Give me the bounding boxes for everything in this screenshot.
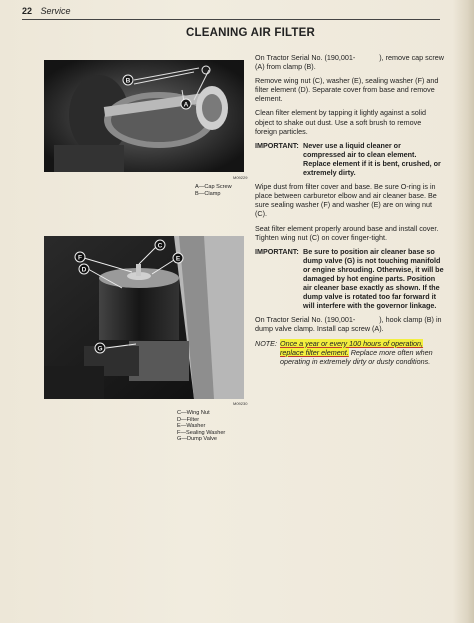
page-header [22, 6, 71, 16]
callout-g: G [97, 345, 103, 353]
instructions-column [255, 53, 445, 366]
paragraph-hook-clamp: On Tractor Serial No. (190,001- ), hook clamp (B) in dump valve clamp. Install cap screw (A). [255, 315, 442, 334]
important-note-dump-valve [255, 247, 445, 311]
photo1-legend [195, 184, 232, 197]
important-label: IMPORTANT: [255, 246, 299, 256]
important-note-cleaning [255, 141, 445, 177]
callout-c: C [157, 242, 163, 250]
page-number: 22 [22, 6, 33, 16]
callout-b: B [125, 77, 131, 85]
note-body [280, 339, 445, 366]
legend-filter: D—Filter [177, 416, 200, 423]
paragraph-seat-element: Seat filter element properly around base and install cover. Tighten wing nut (C) on cover finger-tight. [255, 223, 439, 242]
note-highlighted-text: Once a year or every 100 hours of operation, replace filter element. [280, 338, 424, 357]
photo2-legend [177, 410, 225, 443]
air-filter-clamp-photo [44, 60, 244, 172]
legend-sealing-washer: F—Sealing Washer [177, 429, 226, 436]
page-title: CLEANING AIR FILTER [186, 27, 316, 39]
legend-wing-nut: C—Wing Nut [177, 410, 210, 416]
photo1-code: M09229 [233, 175, 248, 180]
callout-a: A [183, 101, 189, 109]
page-binding-edge [452, 0, 474, 623]
legend-clamp: B—Clamp [195, 190, 221, 197]
callout-e: E [175, 255, 181, 263]
important-text: Be sure to position air cleaner base so dump valve (G) is not touching manifold or engine shrouding. Otherwise, it will be damaged by hot engine parts. Position air cleaner base exactly as shown. If the dump valve is rotated too far forward it will interfere with the governor linkage. [303, 246, 444, 311]
maintenance-note [255, 339, 445, 366]
important-text: Never use a liquid cleaner or compressed air to clean element. Replace element if it is bent, crushed, or extremely dirty. [303, 140, 441, 178]
callout-d: D [81, 266, 87, 274]
legend-dump-valve: G—Dump Valve [177, 436, 217, 443]
legend-cap-screw: A—Cap Screw [195, 184, 232, 190]
paragraph-wipe-dust: Wipe dust from filter cover and base. Be sure O-ring is in place between carburetor elbow and air cleaner base. Be sure sealing washer (F) and washer (E) are on wing nut (C). [255, 182, 437, 219]
section-name: Service [40, 6, 71, 16]
air-filter-assembly-photo [44, 236, 244, 399]
photo2-code: M09230 [233, 401, 248, 406]
legend-washer: E—Washer [177, 423, 206, 430]
paragraph-clean-element: Clean filter element by tapping it lightly against a solid object to shake out dust. Use a soft brush to remove foreign particles. [255, 108, 426, 136]
paragraph-remove-wing-nut: Remove wing nut (C), washer (E), sealing washer (F) and filter element (D). Separate cover from base and remove element. [255, 76, 439, 104]
paragraph-remove-cap-screw: On Tractor Serial No. (190,001- ), remove cap screw (A) from clamp (B). [255, 53, 444, 72]
callout-f: F [78, 254, 82, 262]
header-rule [22, 19, 440, 20]
note-label: NOTE: [255, 338, 277, 348]
note-text: Replace more often when operating in extremely dirty or dusty conditions. [280, 347, 433, 366]
important-label: IMPORTANT: [255, 140, 299, 150]
